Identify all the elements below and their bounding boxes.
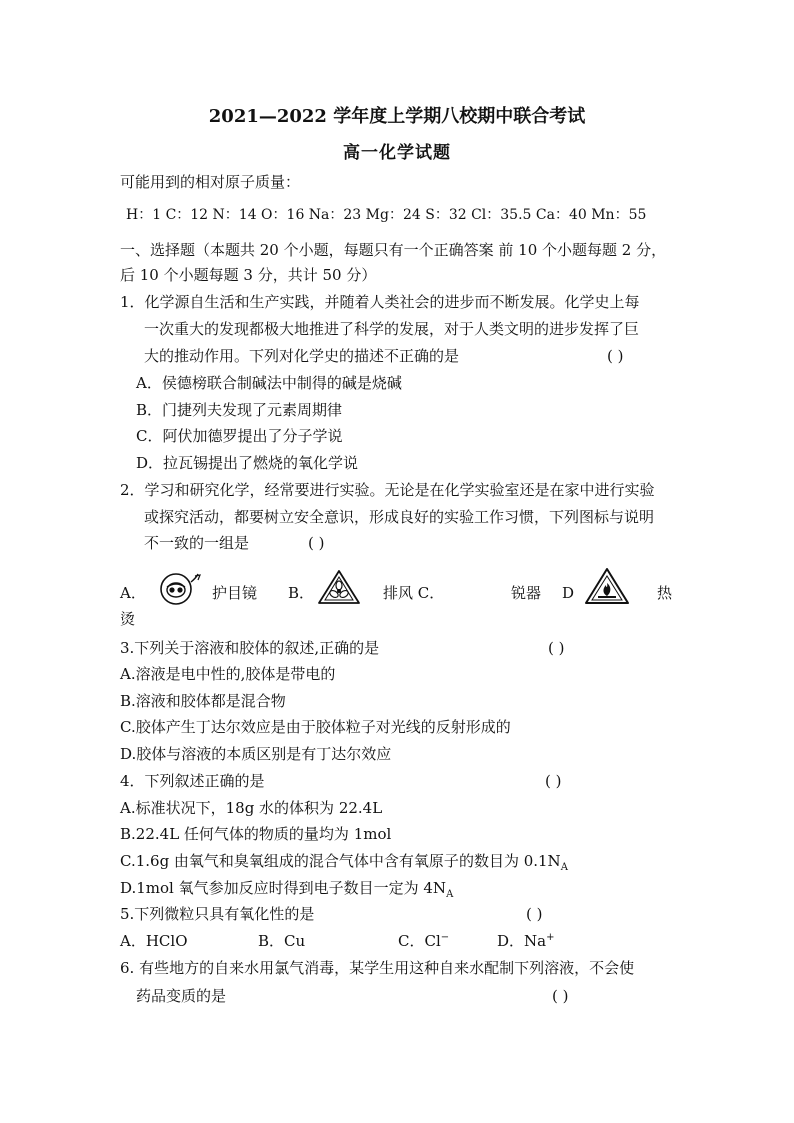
q1-answer-blank: ( ) bbox=[607, 347, 624, 365]
q2-stem-line1: 2．学习和研究化学，经常要进行实验。无论是在化学实验室还是在家中进行实验 bbox=[120, 481, 655, 499]
exam-subtitle: 高一化学试题 bbox=[343, 143, 451, 163]
q6-stem-line2: 药品变质的是 bbox=[136, 987, 227, 1005]
q1-option-d: D．拉瓦锡提出了燃烧的氧化学说 bbox=[136, 454, 359, 472]
q5-answer-blank: ( ) bbox=[526, 905, 543, 923]
q2-option-a-text: 护目镜 bbox=[212, 584, 258, 602]
q4-option-d-subscript: A bbox=[446, 889, 454, 900]
q2-stem-line3: 不一致的一组是 bbox=[144, 534, 250, 552]
q4-option-c bbox=[120, 851, 568, 874]
q6-stem-line1: 6. 有些地方的自来水用氯气消毒，某学生用这种自来水配制下列溶液，不会使 bbox=[120, 959, 635, 977]
q1-option-b: B．门捷列夫发现了元素周期律 bbox=[136, 401, 343, 419]
q5-option-a: A．HClO bbox=[120, 932, 188, 950]
q2-option-d-text: 热 bbox=[657, 584, 673, 602]
q5-option-c bbox=[398, 931, 449, 954]
q4-option-b: B.22.4L 任何气体的物质的量均为 1mol bbox=[120, 825, 392, 843]
q2-option-b-letter: B． bbox=[288, 584, 315, 602]
q2-option-a-letter: A． bbox=[120, 584, 146, 602]
atomic-mass-label: 可能用到的相对原子质量： bbox=[120, 173, 301, 191]
q5-option-d bbox=[497, 931, 555, 954]
q4-option-d bbox=[120, 878, 453, 901]
q5-option-b: B．Cu bbox=[258, 932, 306, 950]
q5-stem: 5.下列微粒只具有氧化性的是 bbox=[120, 905, 315, 923]
q4-option-a: A.标准状况下，18g 水的体积为 22.4L bbox=[120, 799, 383, 817]
q5-option-d-text: D．Na bbox=[497, 932, 547, 950]
q5-option-c-superscript: − bbox=[440, 932, 450, 943]
q4-stem: 4．下列叙述正确的是 bbox=[120, 772, 265, 790]
q5-option-d-superscript: + bbox=[546, 932, 555, 943]
q3-option-b: B.溶液和胶体都是混合物 bbox=[120, 692, 286, 710]
q3-option-d: D.胶体与溶液的本质区别是有丁达尔效应 bbox=[120, 745, 392, 763]
section-heading-line1: 一、选择题（本题共 20 个小题，每题只有一个正确答案 前 10 个小题每题 2 分， bbox=[120, 241, 667, 259]
q2-option-c-text: 锐器 bbox=[511, 584, 542, 602]
q4-option-c-subscript: A bbox=[560, 862, 568, 873]
q1-stem-line3: 大的推动作用。下列对化学史的描述不正确的是 bbox=[144, 347, 460, 365]
q2-stem-line2: 或探究活动，都要树立安全意识，形成良好的实验工作习惯，下列图标与说明 bbox=[144, 508, 655, 526]
q4-option-d-text: D.1mol 氧气参加反应时得到电子数目一定为 4N bbox=[120, 879, 447, 897]
q6-answer-blank: ( ) bbox=[552, 987, 569, 1005]
q3-option-a: A.溶液是电中性的,胶体是带电的 bbox=[120, 665, 336, 683]
q1-stem-line2: 一次重大的发现都极大地推进了科学的发展，对于人类文明的进步发挥了巨 bbox=[144, 320, 640, 338]
q4-answer-blank: ( ) bbox=[545, 772, 562, 790]
atomic-mass-values: H：1 C：12 N：14 O：16 Na：23 Mg：24 S：32 Cl：35.5 Ca：40 Mn：55 bbox=[126, 207, 647, 223]
q2-option-d-letter: D bbox=[562, 584, 575, 602]
ventilation-fan-icon bbox=[316, 568, 362, 606]
q3-option-c: C.胶体产生丁达尔效应是由于胶体粒子对光线的反射形成的 bbox=[120, 718, 511, 736]
goggles-safety-icon bbox=[158, 572, 206, 606]
q4-option-c-text: C.1.6g 由氧气和臭氧组成的混合气体中含有氧原子的数目为 0.1N bbox=[120, 852, 561, 870]
q1-stem-line1: 1．化学源自生活和生产实践，并随着人类社会的进步而不断发展。化学史上每 bbox=[120, 293, 640, 311]
q1-option-c: C．阿伏加德罗提出了分子学说 bbox=[136, 427, 343, 445]
q2-answer-blank: ( ) bbox=[308, 534, 325, 552]
section-heading-line2: 后 10 个小题每题 3 分，共计 50 分） bbox=[120, 266, 377, 284]
q3-answer-blank: ( ) bbox=[548, 639, 565, 657]
q5-option-c-text: C．Cl bbox=[398, 932, 441, 950]
q1-option-a: A．侯德榜联合制碱法中制得的碱是烧碱 bbox=[136, 374, 402, 392]
exam-title: 2021—2022 学年度上学期八校期中联合考试 bbox=[208, 106, 586, 127]
hot-surface-icon bbox=[583, 566, 631, 606]
q2-option-b-text: 排风 C． bbox=[383, 584, 445, 602]
q2-option-d-text-cont: 烫 bbox=[120, 610, 136, 628]
q3-stem: 3.下列关于溶液和胶体的叙述,正确的是 bbox=[120, 639, 380, 657]
